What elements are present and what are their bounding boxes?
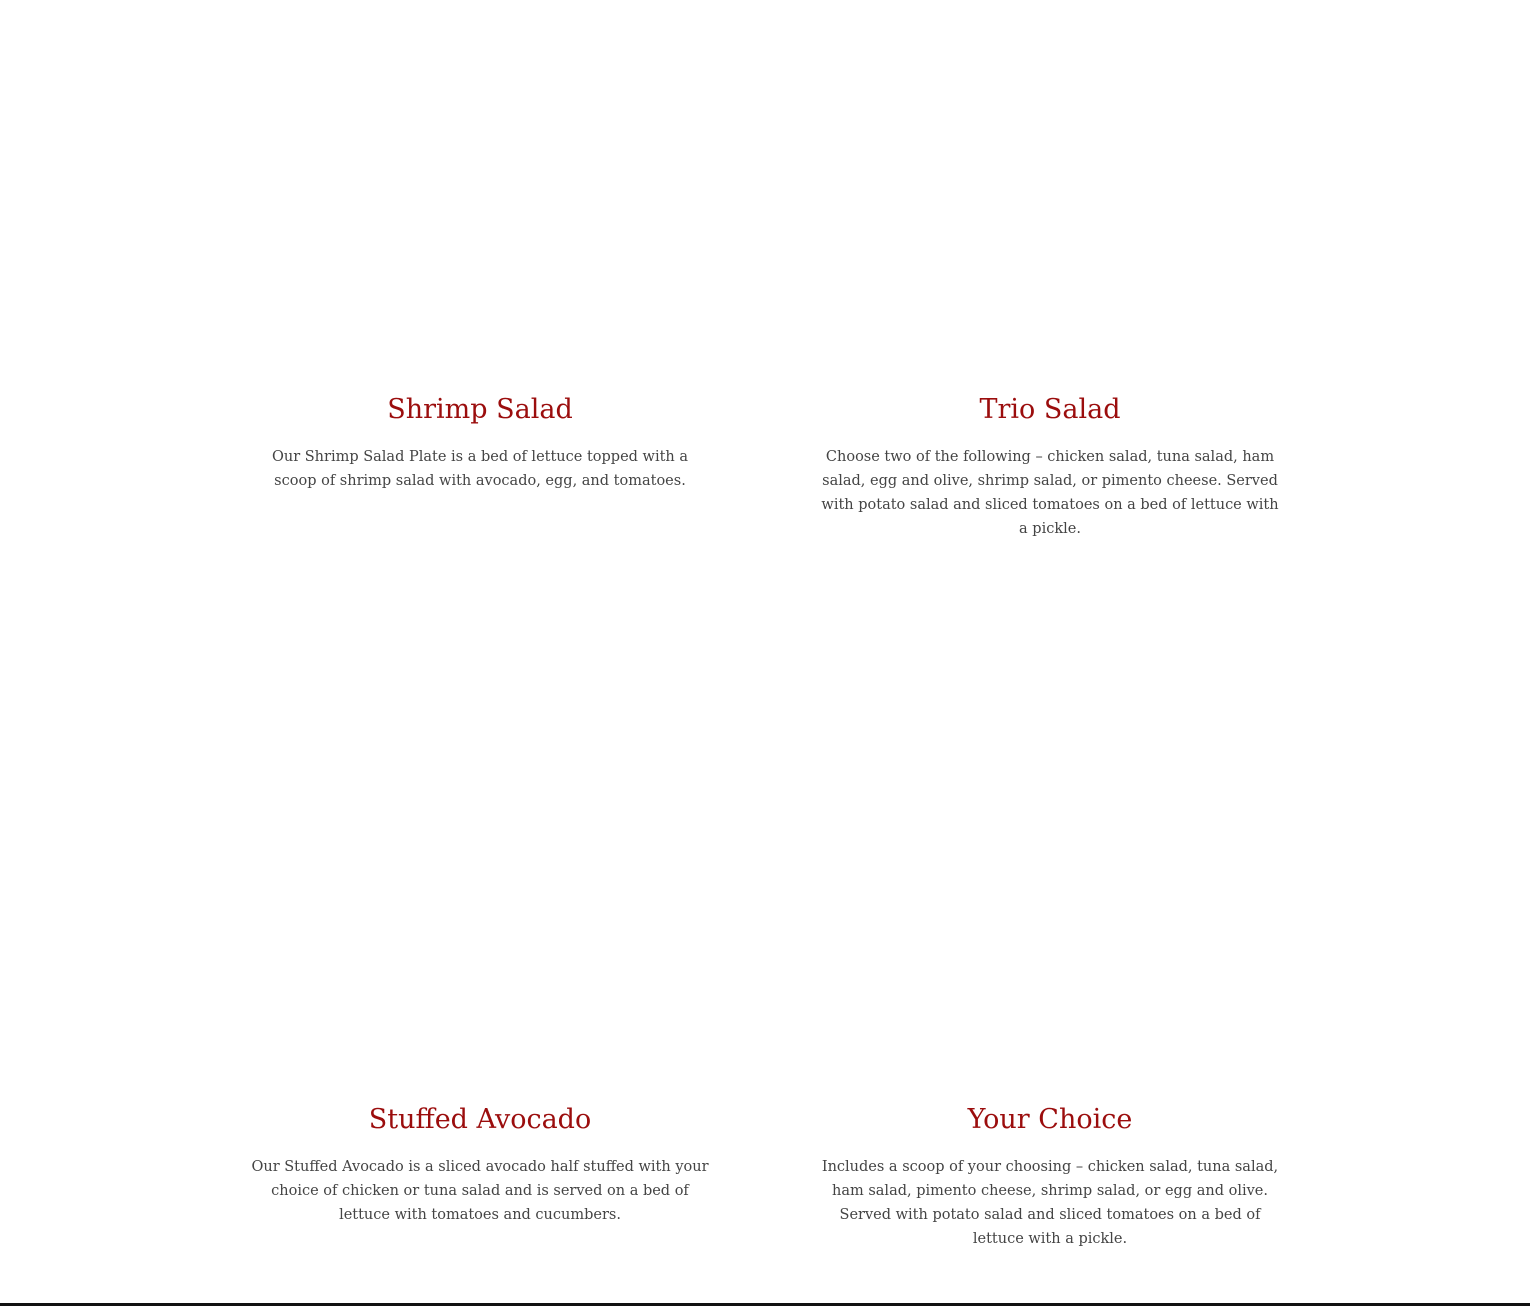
item-title: Shrimp Salad — [387, 394, 573, 425]
item-title: Trio Salad — [979, 394, 1121, 425]
item-description: Our Shrimp Salad Plate is a bed of lettuce topped with a scoop of shrimp salad with avocado, egg, and tomatoes. — [271, 449, 689, 489]
item-description: Choose two of the following – chicken salad, tuna salad, ham salad, egg and olive, shrimp salad, or pimento cheese. Served with potato salad and sliced tomatoes on a bed of lettuce with a pickle. — [821, 449, 1279, 537]
menu-item-trio-salad — [820, 393, 1280, 541]
menu-item-shrimp-salad — [250, 393, 710, 493]
item-description: Our Stuffed Avocado is a sliced avocado half stuffed with your choice of chicken or tuna salad and is served on a bed of lettuce with tomatoes and cucumbers. — [251, 1159, 709, 1223]
item-description: Includes a scoop of your choosing – chicken salad, tuna salad, ham salad, pimento cheese, shrimp salad, or egg and olive. Served with potato salad and sliced tomatoes on a bed of lettuce with a pickle. — [821, 1159, 1279, 1247]
item-title: Your Choice — [967, 1104, 1133, 1135]
menu-item-stuffed-avocado — [250, 1103, 710, 1227]
menu-item-your-choice — [820, 1103, 1280, 1251]
item-title: Stuffed Avocado — [368, 1104, 592, 1135]
